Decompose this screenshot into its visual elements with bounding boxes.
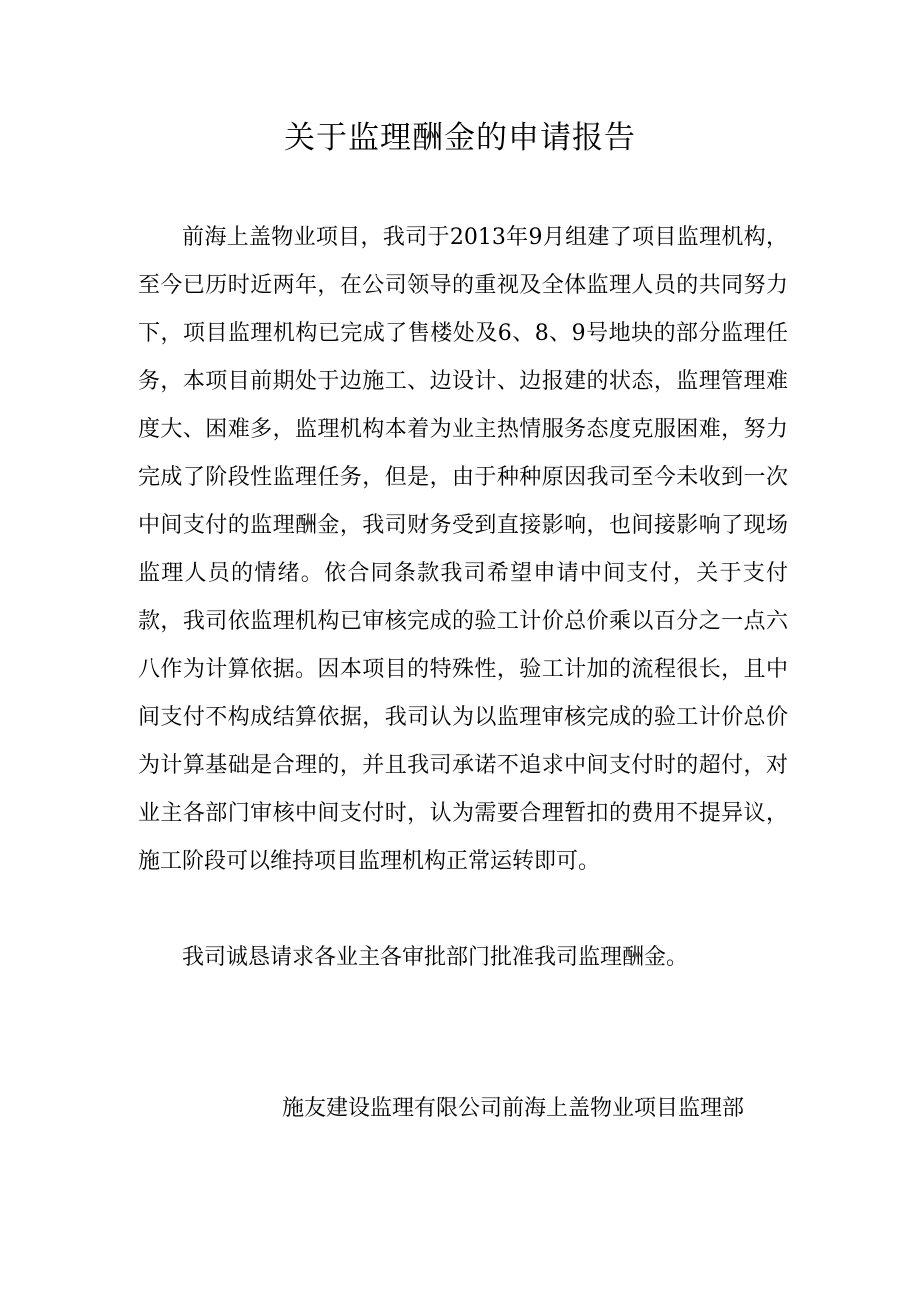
document-title: 关于监理酬金的申请报告 [284,120,636,156]
signature-line: 施友建设监理有限公司前海上盖物业项目监理部 [282,1096,745,1121]
body-paragraph-1: 前海上盖物业项目，我司于2013年9月组建了项目监理机构，至今已历时近两年，在公司领导的重视及全体监理人员的共同努力下，项目监理机构已完成了售楼处及6、8、9号地块的部分监理任务，本项目前期处于边施工、边设计、边报建的状态，监理管理难度大、困难多，监理机构本着为业主热情服务态度克服困难，努力完成了阶段性监理任务，但是，由于种种原因我司至今未收到一次中间支付的监理酬金，我司财务受到直接影响，也间接影响了现场监理人员的情绪。依合同条款我司希望申请中间支付，关于支付款，我司依监理机构已审核完成的验工计价总价乘以百分之一点六八作为计算依据。因本项目的特殊性，验工计加的流程很长，且中间支付不构成结算依据，我司认为以监理审核完成的验工计价总价为计算基础是合理的，并且我司承诺不追求中间支付时的超付，对业主各部门审核中间支付时，认为需要合理暂扣的费用不提异议，施工阶段可以维持项目监理机构正常运转即可。 [138,225,788,874]
body-paragraph-2: 我司诚恳请求各业主各审批部门批准我司监理酬金。 [182,945,689,970]
